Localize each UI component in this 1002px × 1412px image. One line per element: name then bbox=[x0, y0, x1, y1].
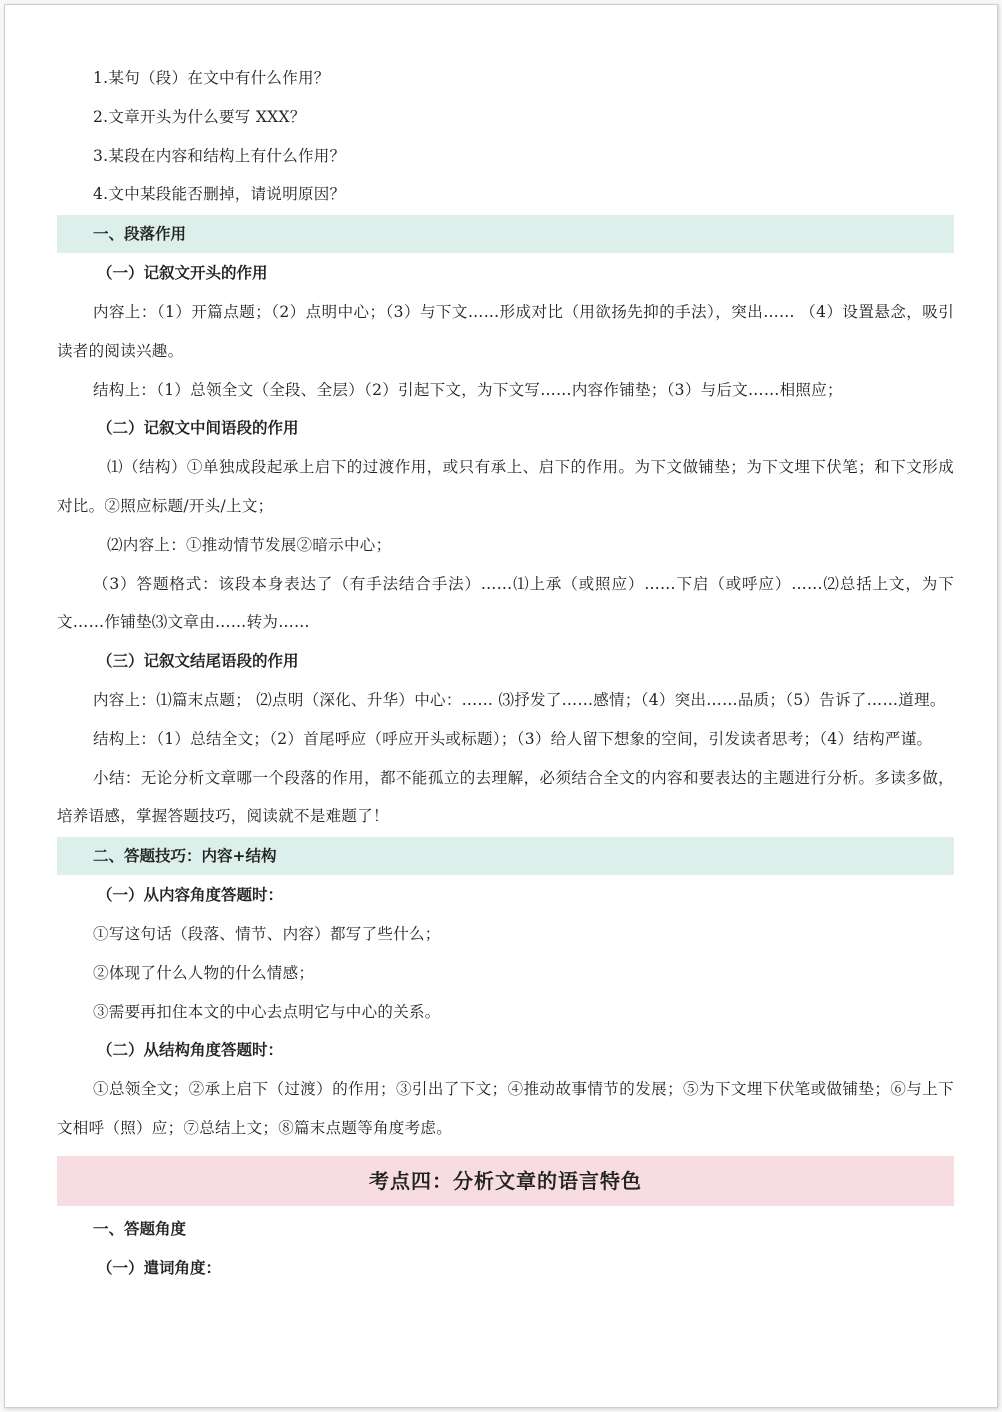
subheading-ending: （三）记叙文结尾语段的作用 bbox=[97, 652, 299, 671]
content-angle-item: ③需要再扣住本文的中心去点明它与中心的关系。 bbox=[93, 1002, 441, 1021]
opening-content: 内容上：（1）开篇点题；（2）点明中心；（3）与下文……形成对比（用欲扬先抑的手法），突出…… （4）设置悬念，吸引读者的阅读兴趣。 bbox=[57, 302, 954, 360]
ending-structure: 结构上：（1）总结全文；（2）首尾呼应（呼应开头或标题）；（3）给人留下想象的空间，引发读者思考；（4）结构严谨。 bbox=[93, 729, 933, 748]
document-content bbox=[57, 59, 954, 1287]
middle-structure: ⑴（结构）①单独成段起承上启下的过渡作用，或只有承上、启下的作用。为下文做铺垫；为下文埋下伏笔；和下文形成对比。②照应标题/开头/上文； bbox=[57, 458, 954, 515]
question-1: 1.某句（段）在文中有什么作用？ bbox=[93, 69, 330, 87]
subheading-middle: （二）记叙文中间语段的作用 bbox=[97, 419, 299, 438]
section-heading-paragraph-function: 一、段落作用 bbox=[57, 215, 954, 253]
subheading-opening: （一）记叙文开头的作用 bbox=[97, 264, 268, 283]
structure-angle-text: ①总领全文；②承上启下（过渡）的作用；③引出了下文；④推动故事情节的发展；⑤为下文埋下伏笔或做铺垫；⑥与上下文相呼（照）应；⑦总结上文；⑧篇末点题等角度考虑。 bbox=[57, 1080, 954, 1137]
summary: 小结：无论分析文章哪一个段落的作用，都不能孤立的去理解，必须结合全文的内容和要表达的主题进行分析。多读多做，培养语感，掌握答题技巧，阅读就不是难题了！ bbox=[57, 768, 954, 826]
question-3: 3.某段在内容和结构上有什么作用？ bbox=[93, 146, 346, 165]
question-2: 2.文章开头为什么要写 XXX？ bbox=[93, 107, 306, 126]
subheading-content-angle: （一）从内容角度答题时： bbox=[97, 886, 284, 905]
subheading-word-choice: （一）遣词角度： bbox=[97, 1258, 222, 1277]
section-heading-answer-skills: 二、答题技巧：内容+结构 bbox=[57, 837, 954, 875]
heading-answer-angles: 一、答题角度 bbox=[93, 1219, 187, 1238]
subheading-structure-angle: （二）从结构角度答题时： bbox=[97, 1041, 284, 1060]
content-angle-item: ①写这句话（段落、情节、内容）都写了些什么； bbox=[93, 924, 441, 943]
topic-heading-language-features: 考点四：分析文章的语言特色 bbox=[57, 1156, 954, 1206]
middle-answer-format: （3）答题格式：该段本身表达了（有手法结合手法）……⑴上承（或照应）……下启（或呼应）……⑵总括上文，为下文……作铺垫⑶文章由……转为…… bbox=[57, 574, 954, 632]
content-angle-item: ②体现了什么人物的什么情感； bbox=[93, 963, 315, 982]
ending-content: 内容上：⑴篇末点题； ⑵点明（深化、升华）中心：…… ⑶抒发了……感情；（4）突出……品质；（5）告诉了……道理。 bbox=[93, 690, 946, 709]
document-page bbox=[4, 4, 998, 1408]
opening-structure: 结构上：（1）总领全文（全段、全层）（2）引起下文，为下文写……内容作铺垫；（3）与后文……相照应； bbox=[93, 380, 843, 399]
middle-content: ⑵内容上：①推动情节发展②暗示中心； bbox=[107, 535, 392, 554]
question-4: 4.文中某段能否删掉，请说明原因？ bbox=[93, 185, 346, 204]
